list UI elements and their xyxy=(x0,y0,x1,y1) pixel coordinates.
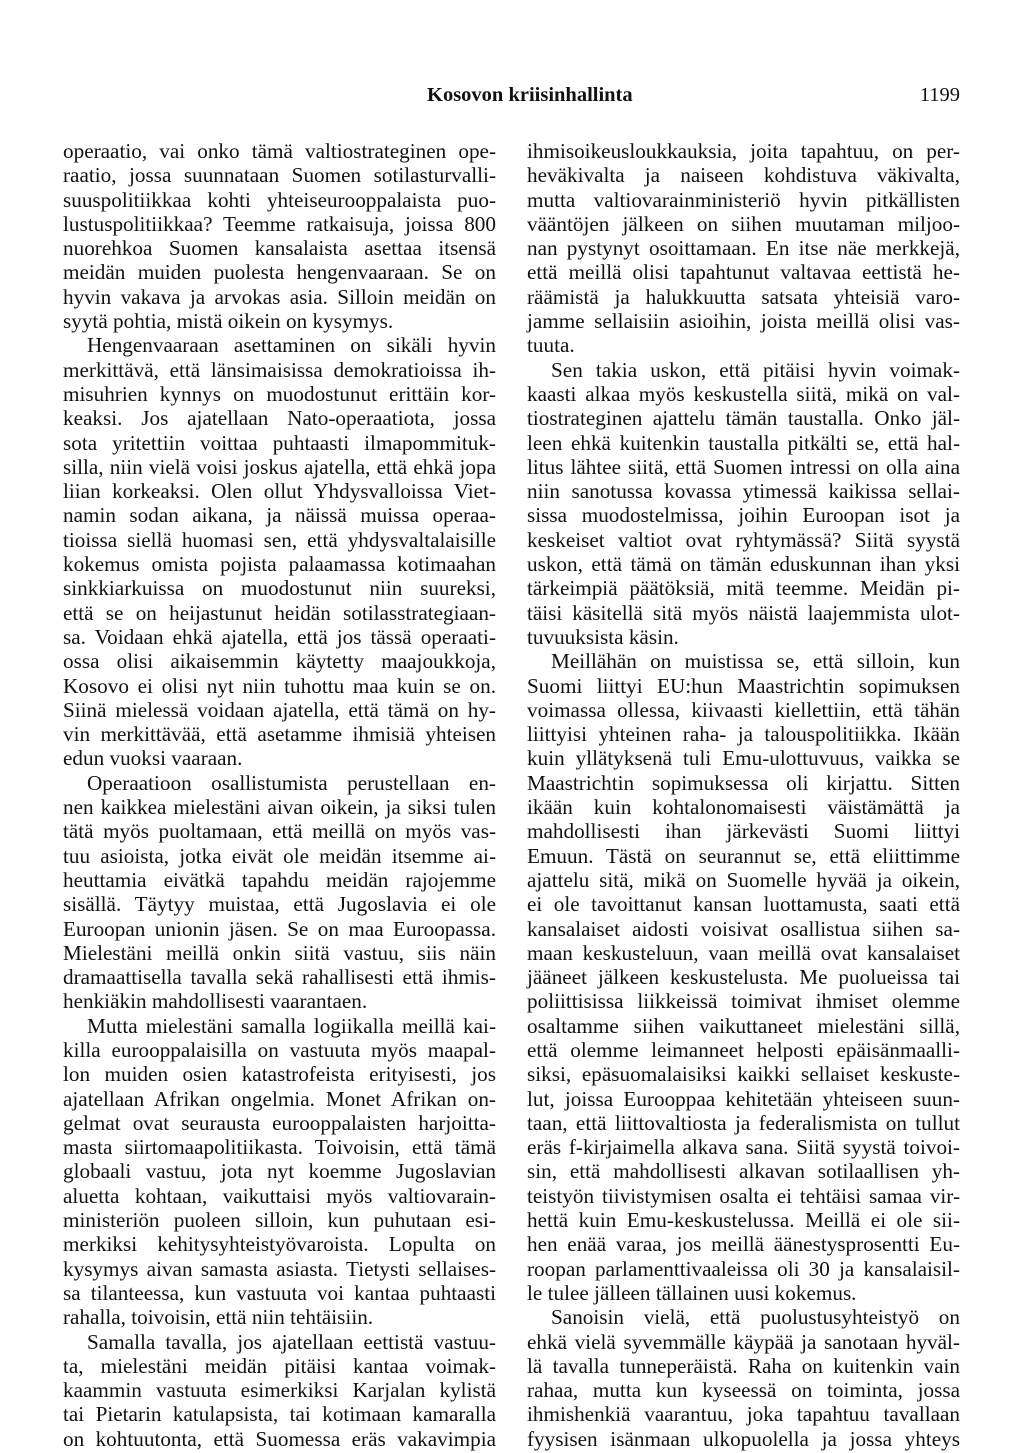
text-line: fyysisen isänmaan ulkopuolella ja jossa yhteys xyxy=(527,1426,960,1451)
text-line: räämistä ja halukkuutta satsata yhteisiä varo- xyxy=(527,284,960,309)
text-line: tätä myös puoltamaan, että meillä on myös vas- xyxy=(63,819,496,844)
text-line: hen enää varaa, jos meillä äänestysprosentti Eu- xyxy=(527,1232,960,1257)
text-line: liittyisi yhteinen raha- ja talouspolitiikka. Ikään xyxy=(527,722,960,747)
text-line: Kosovo ei olisi nyt niin tuhottu maa kuin se on. xyxy=(63,673,496,698)
text-line: rahalla, toivoisin, että niin tehtäisiin. xyxy=(63,1305,374,1330)
text-line: täisi käsitellä sitä myös näistä laajemmista ulot- xyxy=(527,600,960,625)
text-line: gelmat ovat seurausta eurooppalaisten harjoitta- xyxy=(63,1110,496,1135)
text-line: on kohtuutonta, että Suomessa eräs vakavimpia xyxy=(63,1426,496,1451)
text-line: nen kaikkea mielestäni aivan oikein, ja siksi tulen xyxy=(63,795,496,820)
text-line: vin merkittävää, että asetamme ihmisiä yhteisen xyxy=(63,722,496,747)
text-line: uskon, että tämä on tämän eduskunnan ihan yksi xyxy=(527,552,960,577)
text-line: siksi, epäsuomalaisiksi kaikki sellaiset keskuste- xyxy=(527,1062,960,1087)
text-line: Emuun. Tästä on seurannut se, että eliittimme xyxy=(527,843,960,868)
text-line: hyvin vakava ja arvokas asia. Silloin meidän on xyxy=(63,284,496,309)
text-line: ta, mielestäni meidän pitäisi kantaa voimak- xyxy=(63,1353,496,1378)
text-line: sisällä. Täytyy muistaa, että Jugoslavia ei ole xyxy=(63,892,496,917)
text-line: killa eurooppalaisilla on vastuuta myös maapal- xyxy=(63,1037,496,1062)
text-line: merkittävä, että länsimaisissa demokratioissa ih- xyxy=(63,357,496,382)
text-line: merkiksi kehitysyhteistyövaroista. Lopulta on xyxy=(63,1232,496,1257)
text-line: keskeiset valtiot ovat ryhtymässä? Siitä syystä xyxy=(527,527,960,552)
text-column-right xyxy=(527,139,960,1451)
text-line: Siinä mielessä voidaan ajatella, että tämä on hy- xyxy=(63,697,496,722)
text-line: kansalaiset aidosti voisivat osallistua siihen sa- xyxy=(527,916,960,941)
text-line: Sen takia uskon, että pitäisi hyvin voimak- xyxy=(551,357,960,382)
text-line: rahaa, mutta kun kyseessä on toiminta, jossa xyxy=(527,1378,960,1403)
text-line: silla, niin vielä voisi joskus ajatella, että ehkä jopa xyxy=(63,454,496,479)
text-line: osaltamme siihen vaikuttaneet mielestäni sillä, xyxy=(527,1013,960,1038)
text-line: globaali vastuu, jota nyt koemme Jugoslavian xyxy=(63,1159,496,1184)
text-line: Hengenvaaraan asettaminen on sikäli hyvin xyxy=(87,333,496,358)
text-line: ikään kuin kohtalonomaisesti väistämättä ja xyxy=(527,795,960,820)
text-line: sota yritettiin voittaa puhtaasti ilmapommituk- xyxy=(63,430,496,455)
text-line: Mutta mielestäni samalla logiikalla meillä kai- xyxy=(87,1013,496,1038)
text-line: suuspolitiikkaa kohti yhteiseurooppalaista puo- xyxy=(63,187,496,212)
text-line: sissa muodostelmissa, joihin Euroopan isot ja xyxy=(527,503,960,528)
text-line: sa. Voidaan ehkä ajatella, että jos tässä operaati- xyxy=(63,624,496,649)
text-line: teistyön tiivistymisen osalta ei tehtäisi samaa vir- xyxy=(527,1183,960,1208)
text-column-left xyxy=(63,139,496,1451)
text-line: syytä pohtia, mistä oikein on kysymys. xyxy=(63,309,394,334)
text-line: Sanoisin vielä, että puolustusyhteistyö on xyxy=(551,1305,960,1330)
text-line: henkiäkin mahdollisesti vaarantaen. xyxy=(63,989,368,1014)
text-line: Operaatioon osallistumista perustellaan en- xyxy=(87,770,496,795)
text-line: että se on heijastunut heidän sotilasstrategiaan- xyxy=(63,600,496,625)
text-line: vääntöjen jälkeen on siihen muutaman miljoo- xyxy=(527,211,960,236)
text-line: masta siirtomaapolitiikasta. Toivoisin, että tämä xyxy=(63,1135,496,1160)
text-line: liian korkeaksi. Olen ollut Yhdysvalloissa Viet- xyxy=(63,479,496,504)
text-line: poliittisissa liikkeissä toimivat ihmiset olemme xyxy=(527,989,960,1014)
text-line: Maastrichtin sopimuksessa oli kirjattu. Sitten xyxy=(527,770,960,795)
text-line: Suomi liittyi EU:hun Maastrichtin sopimuksen xyxy=(527,673,960,698)
page-number: 1199 xyxy=(919,84,960,106)
text-line: maan keskusteluun, vaan meillä ovat kansalaiset xyxy=(527,940,960,965)
text-line: sinkkiarkuissa on muodostunut niin suureksi, xyxy=(63,576,496,601)
text-line: aluetta kohtaan, vaikuttaisi myös valtiovarain- xyxy=(63,1183,496,1208)
text-line: Samalla tavalla, jos ajatellaan eettistä vastuu- xyxy=(87,1329,496,1354)
text-line: tuu asioista, jotka eivät ole meidän itsemme ai- xyxy=(63,843,496,868)
text-line: jääneet jälkeen keskustelusta. Me puolueissa tai xyxy=(527,965,960,990)
text-line: leen ehkä kuitenkin taustalla pitkälti se, että hal- xyxy=(527,430,960,455)
text-line: tiostrateginen ajattelu tämän taustalla. Onko jäl- xyxy=(527,406,960,431)
text-line: heuttamia eivätkä tapahdu meidän rajojemme xyxy=(63,867,496,892)
text-line: ihmisoikeusloukkauksia, joita tapahtuu, on per- xyxy=(527,139,960,163)
text-line: ministeriön puoleen silloin, kun puhutaan esi- xyxy=(63,1208,496,1233)
text-line: Mielestäni meillä onkin siitä vastuu, siis näin xyxy=(63,940,496,965)
text-line: tärkeimpiä päätöksiä, mitä teemme. Meidän pi- xyxy=(527,576,960,601)
text-line: tuvuuksista käsin. xyxy=(527,624,679,649)
text-line: heväkivalta ja naiseen kohdistuva väkivalta, xyxy=(527,163,960,188)
text-line: voimassa ollessa, kiivaasti kiellettiin, että tähän xyxy=(527,697,960,722)
text-line: edun vuoksi vaaraan. xyxy=(63,746,243,771)
text-line: että meillä olisi tapahtunut valtavaa eettistä he- xyxy=(527,260,960,285)
text-line: jamme sellaisiin asioihin, joista meillä olisi vas- xyxy=(527,309,960,334)
text-line: kysymys aivan samasta asiasta. Tietysti sellaises- xyxy=(63,1256,496,1281)
text-line: kuin yllätyksenä tuli Emu-ulottuvuus, vaikka se xyxy=(527,746,960,771)
text-line: raatio, jossa suunnataan Suomen sotilasturvalli- xyxy=(63,163,496,188)
text-line: dramaattisella tavalla sekä rahallisesti että ihmis- xyxy=(63,965,496,990)
text-line: lä tavalla tunneperäistä. Raha on kuitenkin vain xyxy=(527,1353,960,1378)
text-line: le tulee jälleen tällainen uusi kokemus. xyxy=(527,1280,857,1305)
text-line: nan pystynyt osoittamaan. En itse näe merkkejä, xyxy=(527,236,960,261)
text-line: taan, että liittovaltiosta ja federalismista on tullut xyxy=(527,1110,960,1135)
text-line: lustuspolitiikkaa? Teemme ratkaisuja, joissa 800 xyxy=(63,211,496,236)
text-line: kaammin vastuuta esimerkiksi Karjalan kylistä xyxy=(63,1378,496,1403)
text-line: että olemme leimanneet helposti epäisänmaalli- xyxy=(527,1037,960,1062)
text-line: ei ole tavoittanut kansan luottamusta, saati että xyxy=(527,892,960,917)
text-line: mutta valtiovarainministeriö hyvin pitkällisten xyxy=(527,187,960,212)
text-line: lut, joissa Eurooppaa kehitetään yhteiseen suun- xyxy=(527,1086,960,1111)
text-line: meidän muiden puolesta hengenvaaraan. Se on xyxy=(63,260,496,285)
text-line: mahdollisesti ihan järkevästi Suomi liittyi xyxy=(527,819,960,844)
text-line: kaasti alkaa myös keskustella siitä, mikä on val- xyxy=(527,381,960,406)
text-line: roopan parlamenttivaaleissa oli 30 ja kansalaisil- xyxy=(527,1256,960,1281)
text-line: sin, että mahdollisesti alkavan sotilaallisen yh- xyxy=(527,1159,960,1184)
text-line: ajattelu sitä, mikä on Suomelle hyvää ja oikein, xyxy=(527,867,960,892)
text-line: ajatellaan Afrikan ongelmia. Monet Afrikan on- xyxy=(63,1086,496,1111)
text-line: ihmishenkiä vaarantuu, joka tapahtuu tavallaan xyxy=(527,1402,960,1427)
text-line: ehkä vielä syvemmälle käypää ja sanotaan hyväl- xyxy=(527,1329,960,1354)
text-line: nuorehkoa Suomen kansalaista asettaa itsensä xyxy=(63,236,496,261)
text-line: litus lähtee siitä, että Suomen intressi on olla aina xyxy=(527,454,960,479)
text-line: kokemus omista pojista palaamassa kotimaahan xyxy=(63,552,496,577)
text-line: tai Pietarin katulapsista, tai kotimaan kamaralla xyxy=(63,1402,496,1427)
text-line: namin sodan aikana, ja näissä muissa operaa- xyxy=(63,503,496,528)
text-line: niin sanotussa kovassa ytimessä kaikissa sellai- xyxy=(527,479,960,504)
running-header-title: Kosovon kriisinhallinta xyxy=(427,84,633,106)
text-line: Euroopan unionin jäsen. Se on maa Euroopassa. xyxy=(63,916,496,941)
text-line: hettä kuin Emu-keskustelussa. Meillä ei ole sii- xyxy=(527,1208,960,1233)
text-line: operaatio, vai onko tämä valtiostrateginen ope- xyxy=(63,139,496,163)
text-line: ossa olisi aikaisemmin käytetty maajoukkoja, xyxy=(63,649,496,674)
text-line: tioissa siellä huomasi sen, että yhdysvaltalaisille xyxy=(63,527,496,552)
text-line: tuuta. xyxy=(527,333,575,358)
text-line: lon muiden osien katastrofeista erityisesti, jos xyxy=(63,1062,496,1087)
text-line: keaksi. Jos ajatellaan Nato-operaatiota, jossa xyxy=(63,406,496,431)
text-line: eräs f-kirjaimella alkava sana. Siitä syystä toivoi- xyxy=(527,1135,960,1160)
text-line: Meillähän on muistissa se, että silloin, kun xyxy=(551,649,960,674)
text-line: misuhrien kynnys on muodostunut erittäin kor- xyxy=(63,381,496,406)
text-line: sa tilanteessa, kun vastuuta voi kantaa puhtaasti xyxy=(63,1280,496,1305)
